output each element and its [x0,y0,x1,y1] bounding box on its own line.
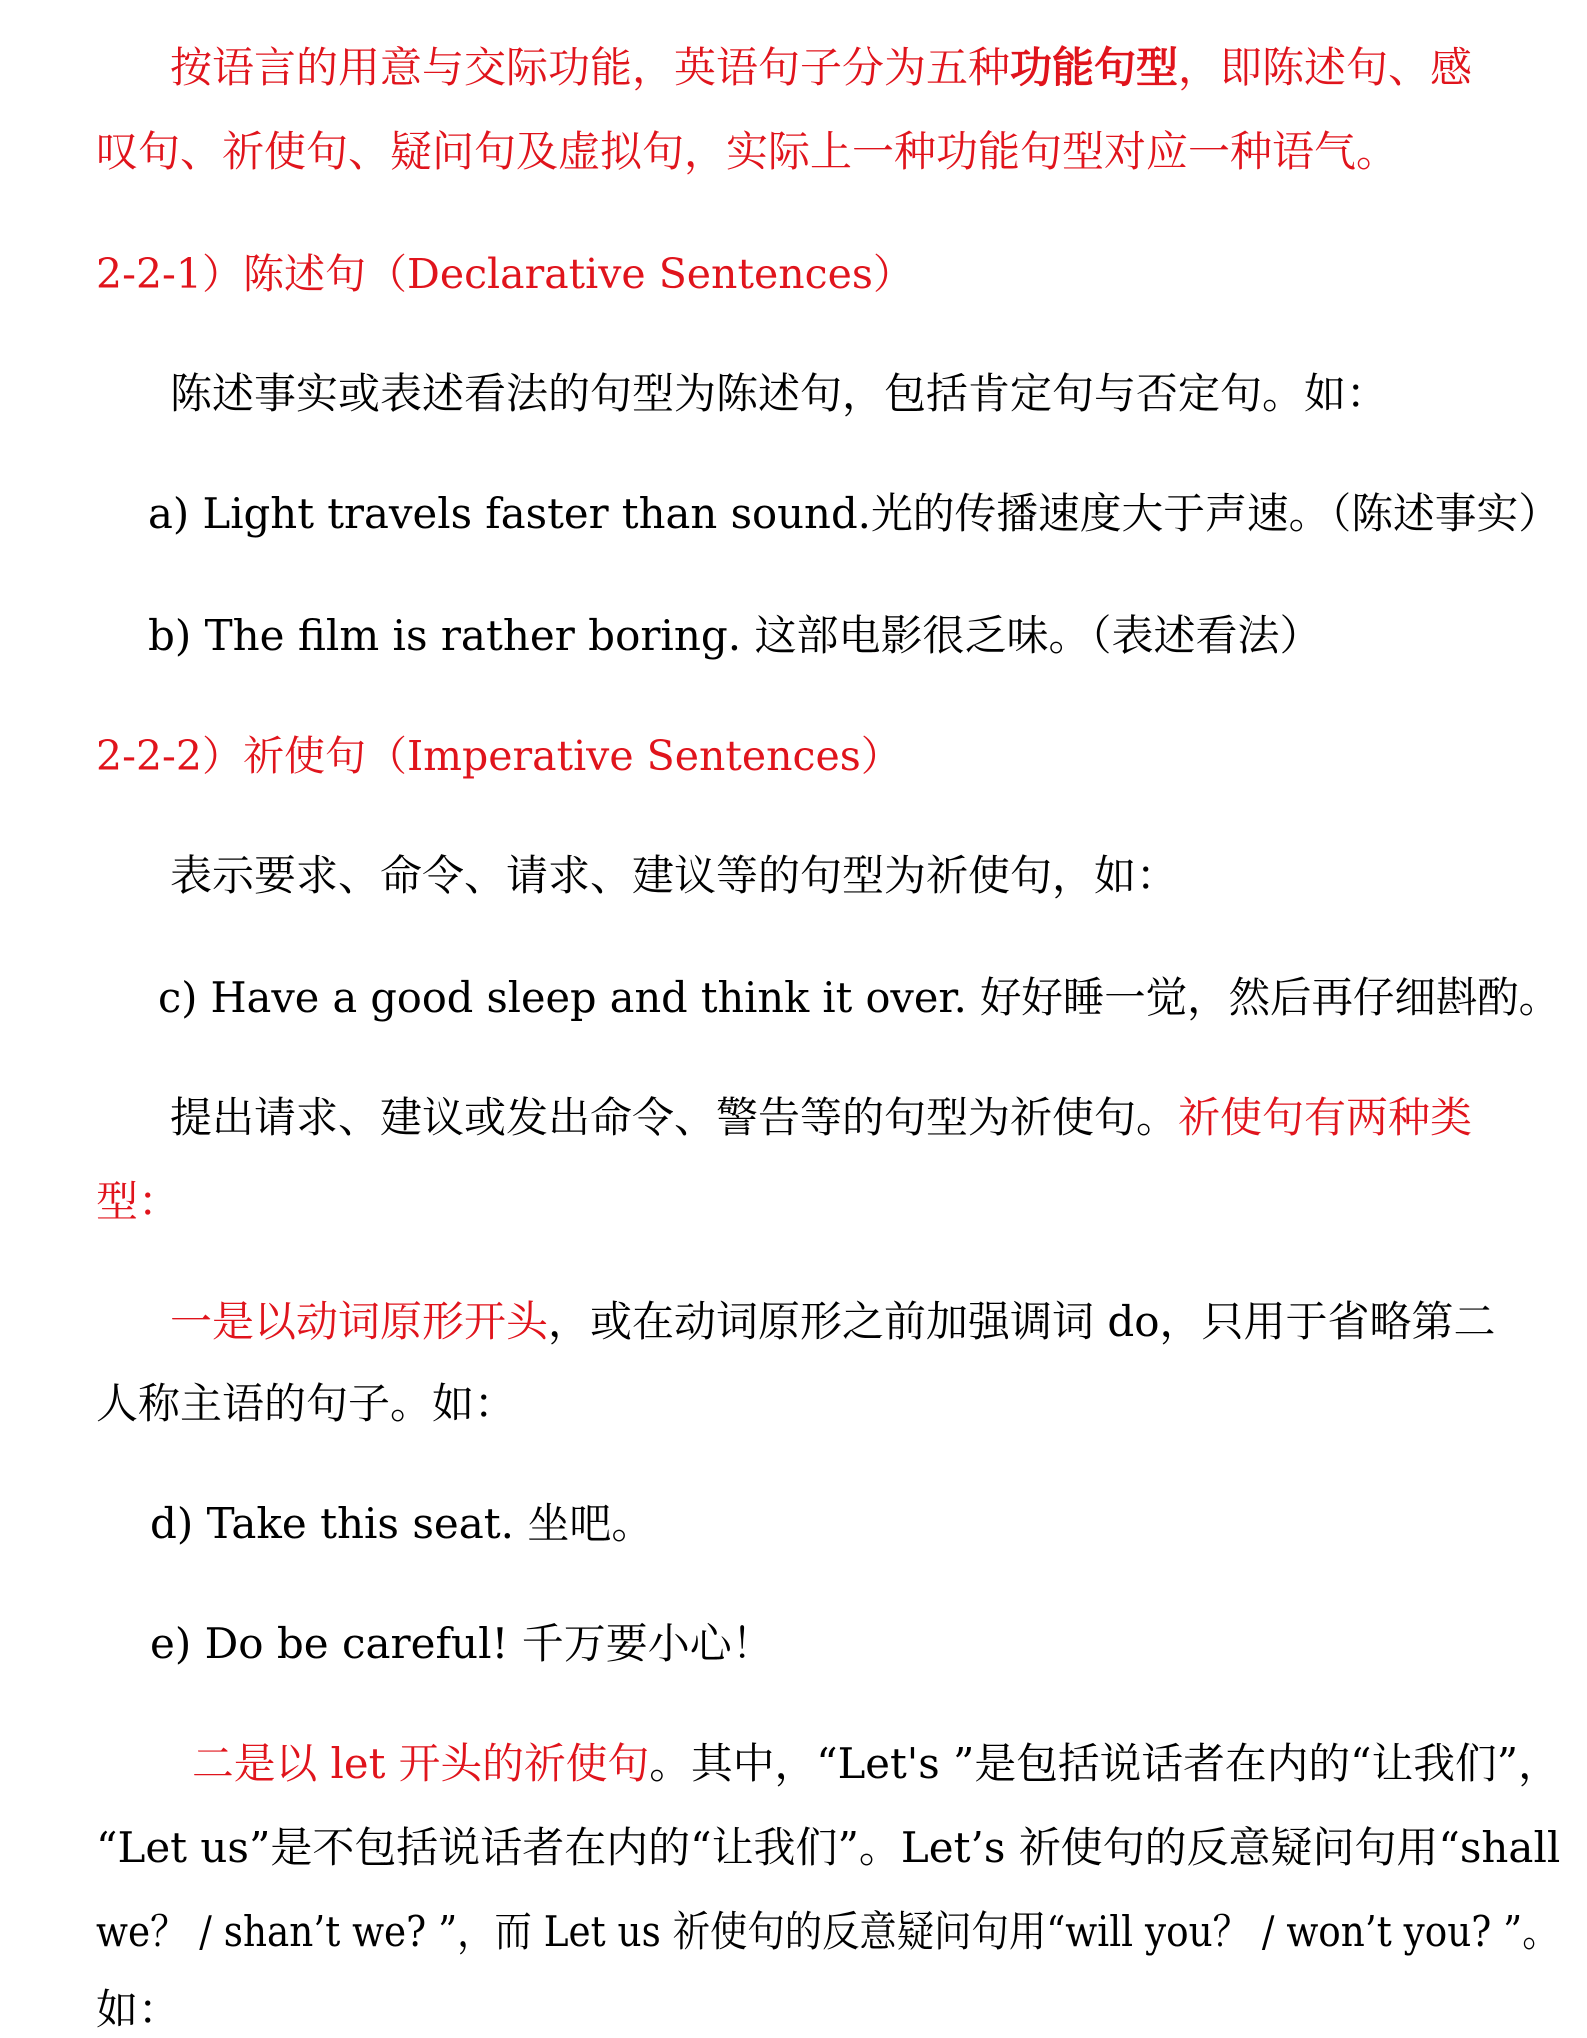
example-c: c) Have a good sleep and think it over. 好好睡一觉，然后再仔细斟酌。 [158,973,1561,1022]
type-2-line-2: “Let us”是不包括说话者在内的“让我们”。Let’s 祈使句的反意疑问句用“shall [96,1823,1561,1872]
section-heading-imperative: 2-2-2）祈使句（Imperative Sentences） [96,732,902,780]
example-b: b) The film is rather boring. 这部电影很乏味。（表述看法） [148,611,1322,660]
type-2-line-4: 如： [96,1985,181,2034]
type-1-red: 一是以动词原形开头 [170,1297,549,1346]
intro-text-b: ，即陈述句、感 [1178,43,1473,92]
imperative-description: 表示要求、命令、请求、建议等的句型为祈使句，如： [170,851,1179,900]
declarative-description: 陈述事实或表述看法的句型为陈述句，包括肯定句与否定句。如： [170,369,1389,418]
section-heading-declarative: 2-2-1）陈述句（Declarative Sentences） [96,250,914,298]
types-intro-black: 提出请求、建议或发出命令、警告等的句型为祈使句。 [170,1093,1179,1142]
types-intro-line-2: 型： [96,1177,181,1226]
example-e: e) Do be careful! 千万要小心！ [150,1619,774,1668]
type-1-black: ，或在动词原形之前加强调词 do，只用于省略第二 [548,1297,1496,1346]
example-d: d) Take this seat. 坐吧。 [150,1499,654,1548]
types-intro-line-1 [170,1090,1472,1146]
intro-line-1 [170,40,1472,96]
intro-line-2: 叹句、祈使句、疑问句及虚拟句，实际上一种功能句型对应一种语气。 [96,127,1399,176]
example-a: a) Light travels faster than sound.光的传播速度大于声速。（陈述事实） [148,489,1561,538]
type-2-red: 二是以 let 开头的祈使句 [192,1739,650,1788]
type-1-line-1 [170,1294,1496,1350]
type-2-black: 。其中，“Let's ”是包括说话者在内的“让我们”， [649,1739,1560,1788]
intro-bold-term: 功能句型 [1010,43,1179,92]
types-intro-red: 祈使句有两种类 [1178,1093,1473,1142]
type-1-line-2: 人称主语的句子。如： [96,1379,517,1428]
intro-text-a: 按语言的用意与交际功能，英语句子分为五种 [170,43,1011,92]
type-2-line-3: we？ / shan’t we? ”，而 Let us 祈使句的反意疑问句用“will you？ / won’t you? ”。 [96,1907,1560,1956]
type-2-line-1 [192,1736,1560,1792]
